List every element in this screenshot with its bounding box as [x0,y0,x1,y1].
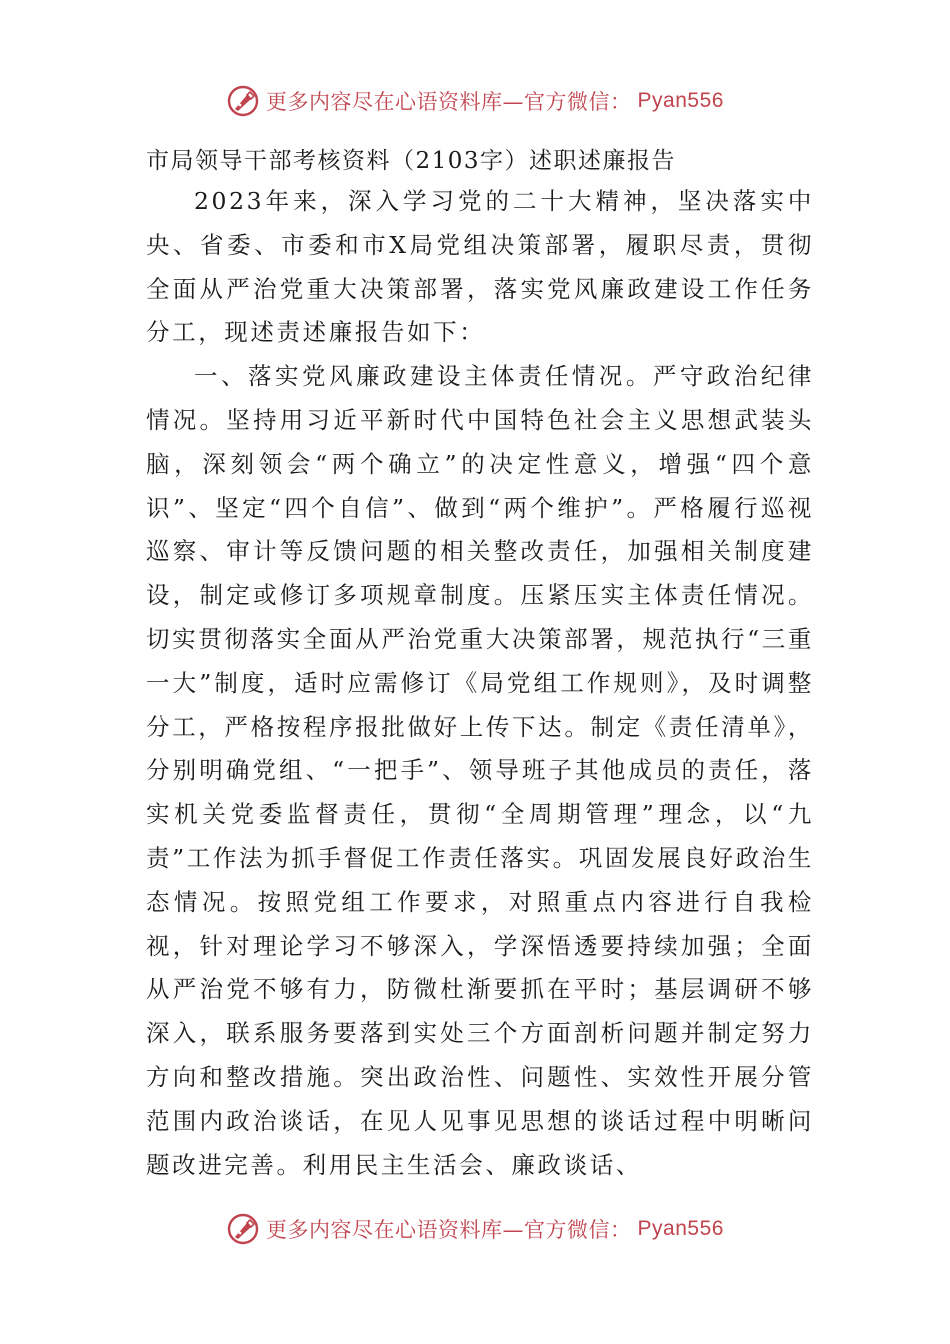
document-body [146,142,814,1187]
header-watermark [0,84,950,118]
paragraph-intro: 2023年来，深入学习党的二十大精神，坚决落实中央、省委、市委和市X局党组决策部署，履职尽责，贯彻全面从严治党重大决策部署，落实党风廉政建设工作任务分工，现述责述廉报告如下： [146,187,814,347]
watermark-text: 更多内容尽在心语资料库—官方微信： [266,1218,632,1242]
pen-nib-circle-icon [226,1212,260,1246]
pen-nib-circle-icon [226,84,260,118]
watermark-text: 更多内容尽在心语资料库—官方微信： [266,90,632,114]
footer-watermark [0,1212,950,1246]
document-title: 市局领导干部考核资料（2103字）述职述廉报告 [146,148,677,174]
watermark-handle: Pyan556 [637,1217,724,1240]
watermark-handle: Pyan556 [637,89,724,112]
paragraph-section-one: 一、落实党风廉政建设主体责任情况。严守政治纪律情况。坚持用习近平新时代中国特色社会主义思想武装头脑，深刻领会“两个确立”的决定性意义，增强“四个意识”、坚定“四个自信”、做到“两个维护”。严格履行巡视巡察、审计等反馈问题的相关整改责任，加强相关制度建设，制定或修订多项规章制度。压紧压实主体责任情况。切实贯彻落实全面从严治党重大决策部署，规范执行“三重一大”制度，适时应需修订《局党组工作规则》，及时调整分工，严格按程序报批做好上传下达。制定《责任清单》，分别明确党组、“一把手”、领导班子其他成员的责任，落实机关党委监督责任，贯彻“全周期管理”理念，以“九责”工作法为抓手督促工作责任落实。巩固发展良好政治生态情况。按照党组工作要求，对照重点内容进行自我检视，针对理论学习不够深入，学深悟透要持续加强；全面从严治党不够有力，防微杜渐要抓在平时；基层调研不够深入，联系服务要落到实处三个方面剖析问题并制定努力方向和整改措施。突出政治性、问题性、实效性开展分管范围内政治谈话，在见人见事见思想的谈话过程中明晰问题改进完善。利用民主生活会、廉政谈话、 [146,362,814,1179]
